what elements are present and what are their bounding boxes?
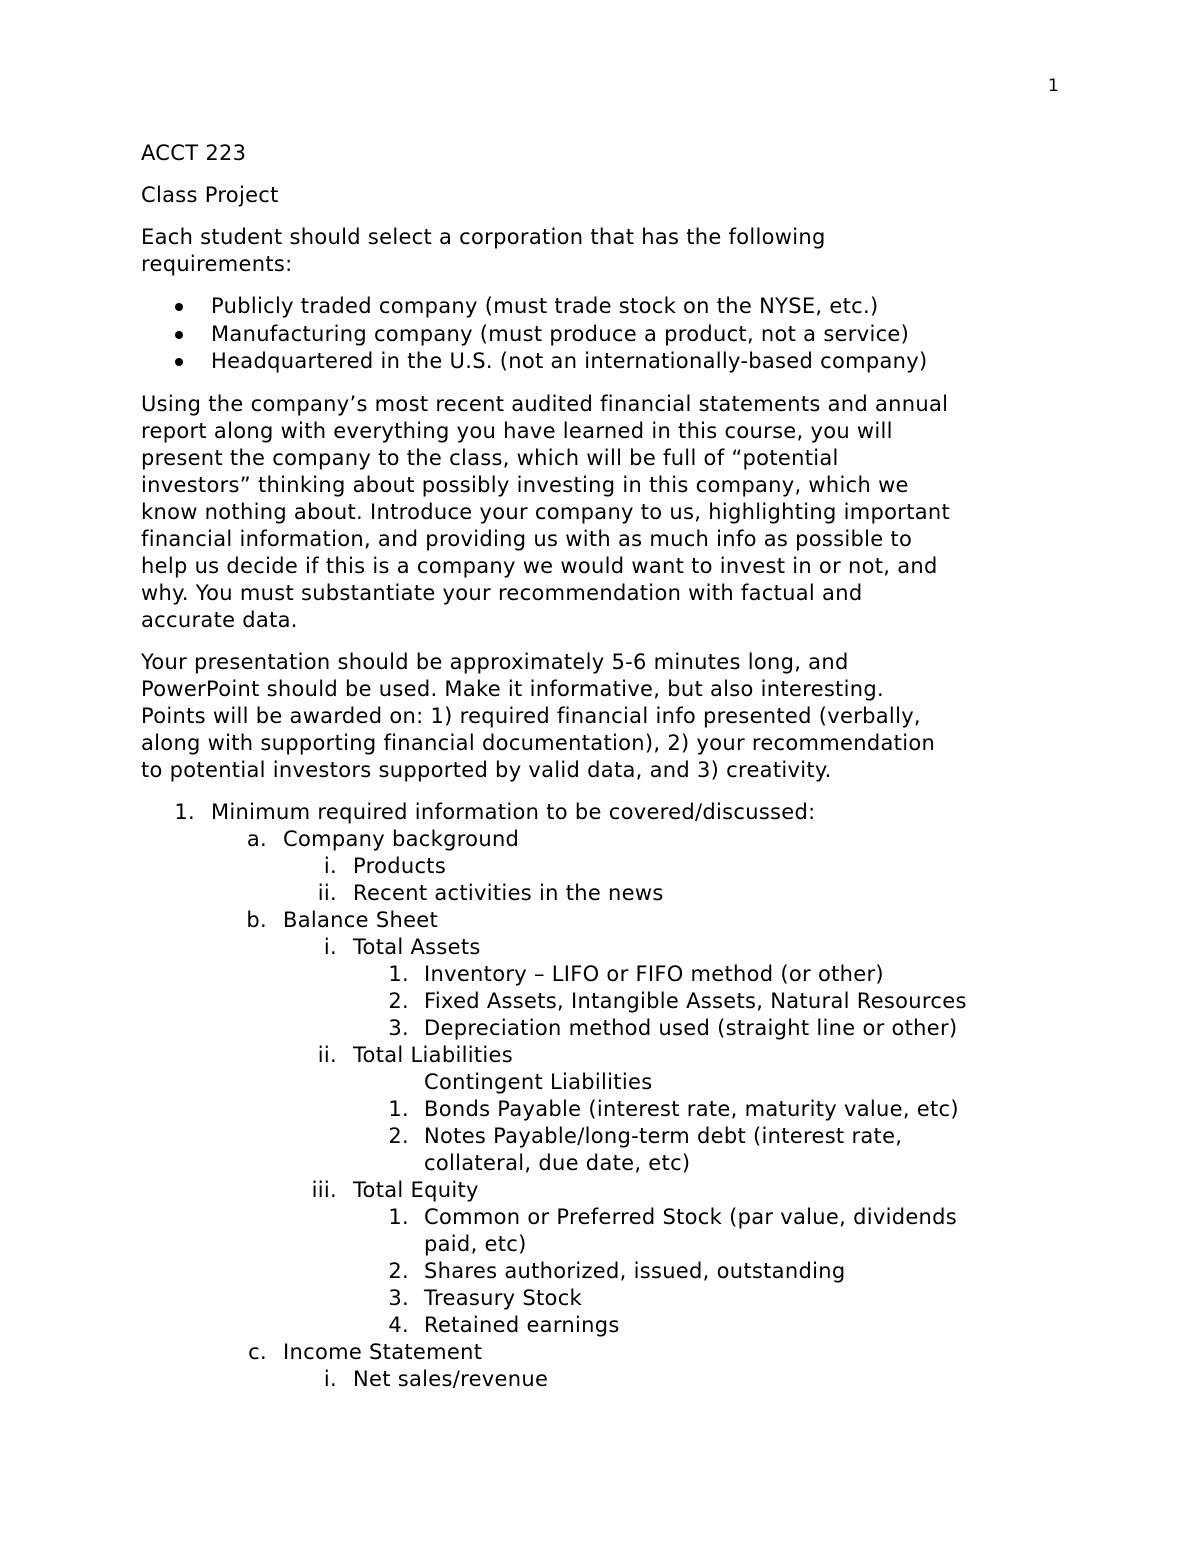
intro-line: requirements: xyxy=(141,252,293,276)
outline-text: Products xyxy=(353,853,447,878)
outline-text: Treasury Stock xyxy=(424,1285,583,1310)
requirement-text: Publicly traded company (must trade stock on the NYSE, etc.) xyxy=(211,294,879,318)
paragraph-line: along with supporting financial documentation), 2) your recommendation xyxy=(141,730,936,755)
requirements-list xyxy=(141,293,1081,376)
outline-item xyxy=(141,826,1081,853)
outline-marker: b. xyxy=(246,907,267,932)
outline-item xyxy=(141,1015,1081,1042)
outline-text: Contingent Liabilities xyxy=(424,1069,653,1094)
outline-item xyxy=(141,1312,1081,1339)
page-number: 1 xyxy=(1048,76,1060,96)
outline-marker: 1. xyxy=(388,961,409,986)
outline-text: Total Assets xyxy=(353,934,481,959)
outline-text: Notes Payable/long-term debt (interest rate, xyxy=(424,1123,903,1148)
presentation-paragraph xyxy=(141,649,1081,784)
outline-item xyxy=(141,880,1081,907)
outline-item-continuation xyxy=(141,1150,1081,1177)
outline-item xyxy=(141,961,1081,988)
requirement-item xyxy=(141,348,1081,376)
paragraph-line: Points will be awarded on: 1) required financial info presented (verbally, xyxy=(141,703,921,728)
outline-item xyxy=(141,1204,1081,1231)
outline-marker: 3. xyxy=(388,1015,409,1040)
paragraph-line: to potential investors supported by valid data, and 3) creativity. xyxy=(141,757,832,782)
outline-item-continuation xyxy=(141,1231,1081,1258)
outline-marker: i. xyxy=(323,1366,337,1391)
outline-item xyxy=(141,1366,1081,1393)
intro-line: Each student should select a corporation that has the following xyxy=(141,225,826,249)
outline-item xyxy=(141,853,1081,880)
outline-text: collateral, due date, etc) xyxy=(424,1150,691,1175)
intro-paragraph xyxy=(141,224,1081,278)
project-title: Class Project xyxy=(141,183,279,207)
outline-item xyxy=(141,1177,1081,1204)
paragraph-line: Your presentation should be approximately 5-6 minutes long, and xyxy=(141,649,849,674)
outline-item xyxy=(141,934,1081,961)
outline-marker: 1. xyxy=(388,1204,409,1229)
outline-text: Retained earnings xyxy=(424,1312,620,1337)
outline-marker: i. xyxy=(323,853,337,878)
outline-text: Minimum required information to be covered/discussed: xyxy=(211,799,816,824)
requirement-text: Headquartered in the U.S. (not an internationally-based company) xyxy=(211,349,928,373)
course-code: ACCT 223 xyxy=(141,141,247,165)
outline-text: Common or Preferred Stock (par value, dividends xyxy=(424,1204,958,1229)
paragraph-line: know nothing about. Introduce your company to us, highlighting important xyxy=(141,499,951,524)
outline-item xyxy=(141,1285,1081,1312)
requirements-outline xyxy=(141,799,1081,1393)
paragraph-line: present the company to the class, which will be full of “potential xyxy=(141,445,839,470)
paragraph-line: PowerPoint should be used. Make it informative, but also interesting. xyxy=(141,676,884,701)
outline-text: Balance Sheet xyxy=(283,907,439,932)
outline-marker: ii. xyxy=(317,1042,337,1067)
outline-item xyxy=(141,1042,1081,1069)
paragraph-line: investors” thinking about possibly investing in this company, which we xyxy=(141,472,909,497)
outline-text: Company background xyxy=(283,826,520,851)
outline-item xyxy=(141,988,1081,1015)
outline-marker: ii. xyxy=(317,880,337,905)
paragraph-line: financial information, and providing us with as much info as possible to xyxy=(141,526,913,551)
bullet-icon xyxy=(175,331,183,339)
outline-marker: 2. xyxy=(388,988,409,1013)
outline-marker: 1. xyxy=(174,799,195,824)
outline-marker: iii. xyxy=(311,1177,337,1202)
instructions-paragraph xyxy=(141,391,1081,634)
paragraph-line: report along with everything you have learned in this course, you will xyxy=(141,418,893,443)
paragraph-line: why. You must substantiate your recommendation with factual and xyxy=(141,580,863,605)
bullet-icon xyxy=(175,358,183,366)
outline-marker: 4. xyxy=(388,1312,409,1337)
bullet-icon xyxy=(175,303,183,311)
outline-item xyxy=(141,1096,1081,1123)
outline-text: Total Liabilities xyxy=(353,1042,513,1067)
paragraph-line: help us decide if this is a company we would want to invest in or not, and xyxy=(141,553,938,578)
outline-marker: c. xyxy=(248,1339,267,1364)
outline-text: Fixed Assets, Intangible Assets, Natural Resources xyxy=(424,988,967,1013)
outline-item xyxy=(141,1339,1081,1366)
outline-marker: 3. xyxy=(388,1285,409,1310)
outline-item xyxy=(141,1258,1081,1285)
outline-text: Total Equity xyxy=(353,1177,479,1202)
document-body xyxy=(141,140,1081,1393)
requirement-item xyxy=(141,293,1081,321)
outline-text: paid, etc) xyxy=(424,1231,527,1256)
outline-marker: i. xyxy=(323,934,337,959)
requirement-item xyxy=(141,321,1081,349)
outline-item xyxy=(141,1069,1081,1096)
outline-marker: a. xyxy=(246,826,267,851)
outline-text: Recent activities in the news xyxy=(353,880,664,905)
outline-item xyxy=(141,1123,1081,1150)
outline-item xyxy=(141,907,1081,934)
paragraph-line: Using the company’s most recent audited financial statements and annual xyxy=(141,391,949,416)
outline-text: Depreciation method used (straight line or other) xyxy=(424,1015,958,1040)
requirement-text: Manufacturing company (must produce a product, not a service) xyxy=(211,321,910,346)
outline-text: Shares authorized, issued, outstanding xyxy=(424,1258,846,1283)
outline-marker: 2. xyxy=(388,1258,409,1283)
outline-marker: 1. xyxy=(388,1096,409,1121)
outline-text: Inventory – LIFO or FIFO method (or other) xyxy=(424,961,884,986)
outline-text: Income Statement xyxy=(283,1339,483,1364)
outline-item xyxy=(141,799,1081,826)
outline-marker: 2. xyxy=(388,1123,409,1148)
outline-text: Net sales/revenue xyxy=(353,1366,549,1391)
outline-text: Bonds Payable (interest rate, maturity value, etc) xyxy=(424,1096,959,1121)
paragraph-line: accurate data. xyxy=(141,607,298,632)
